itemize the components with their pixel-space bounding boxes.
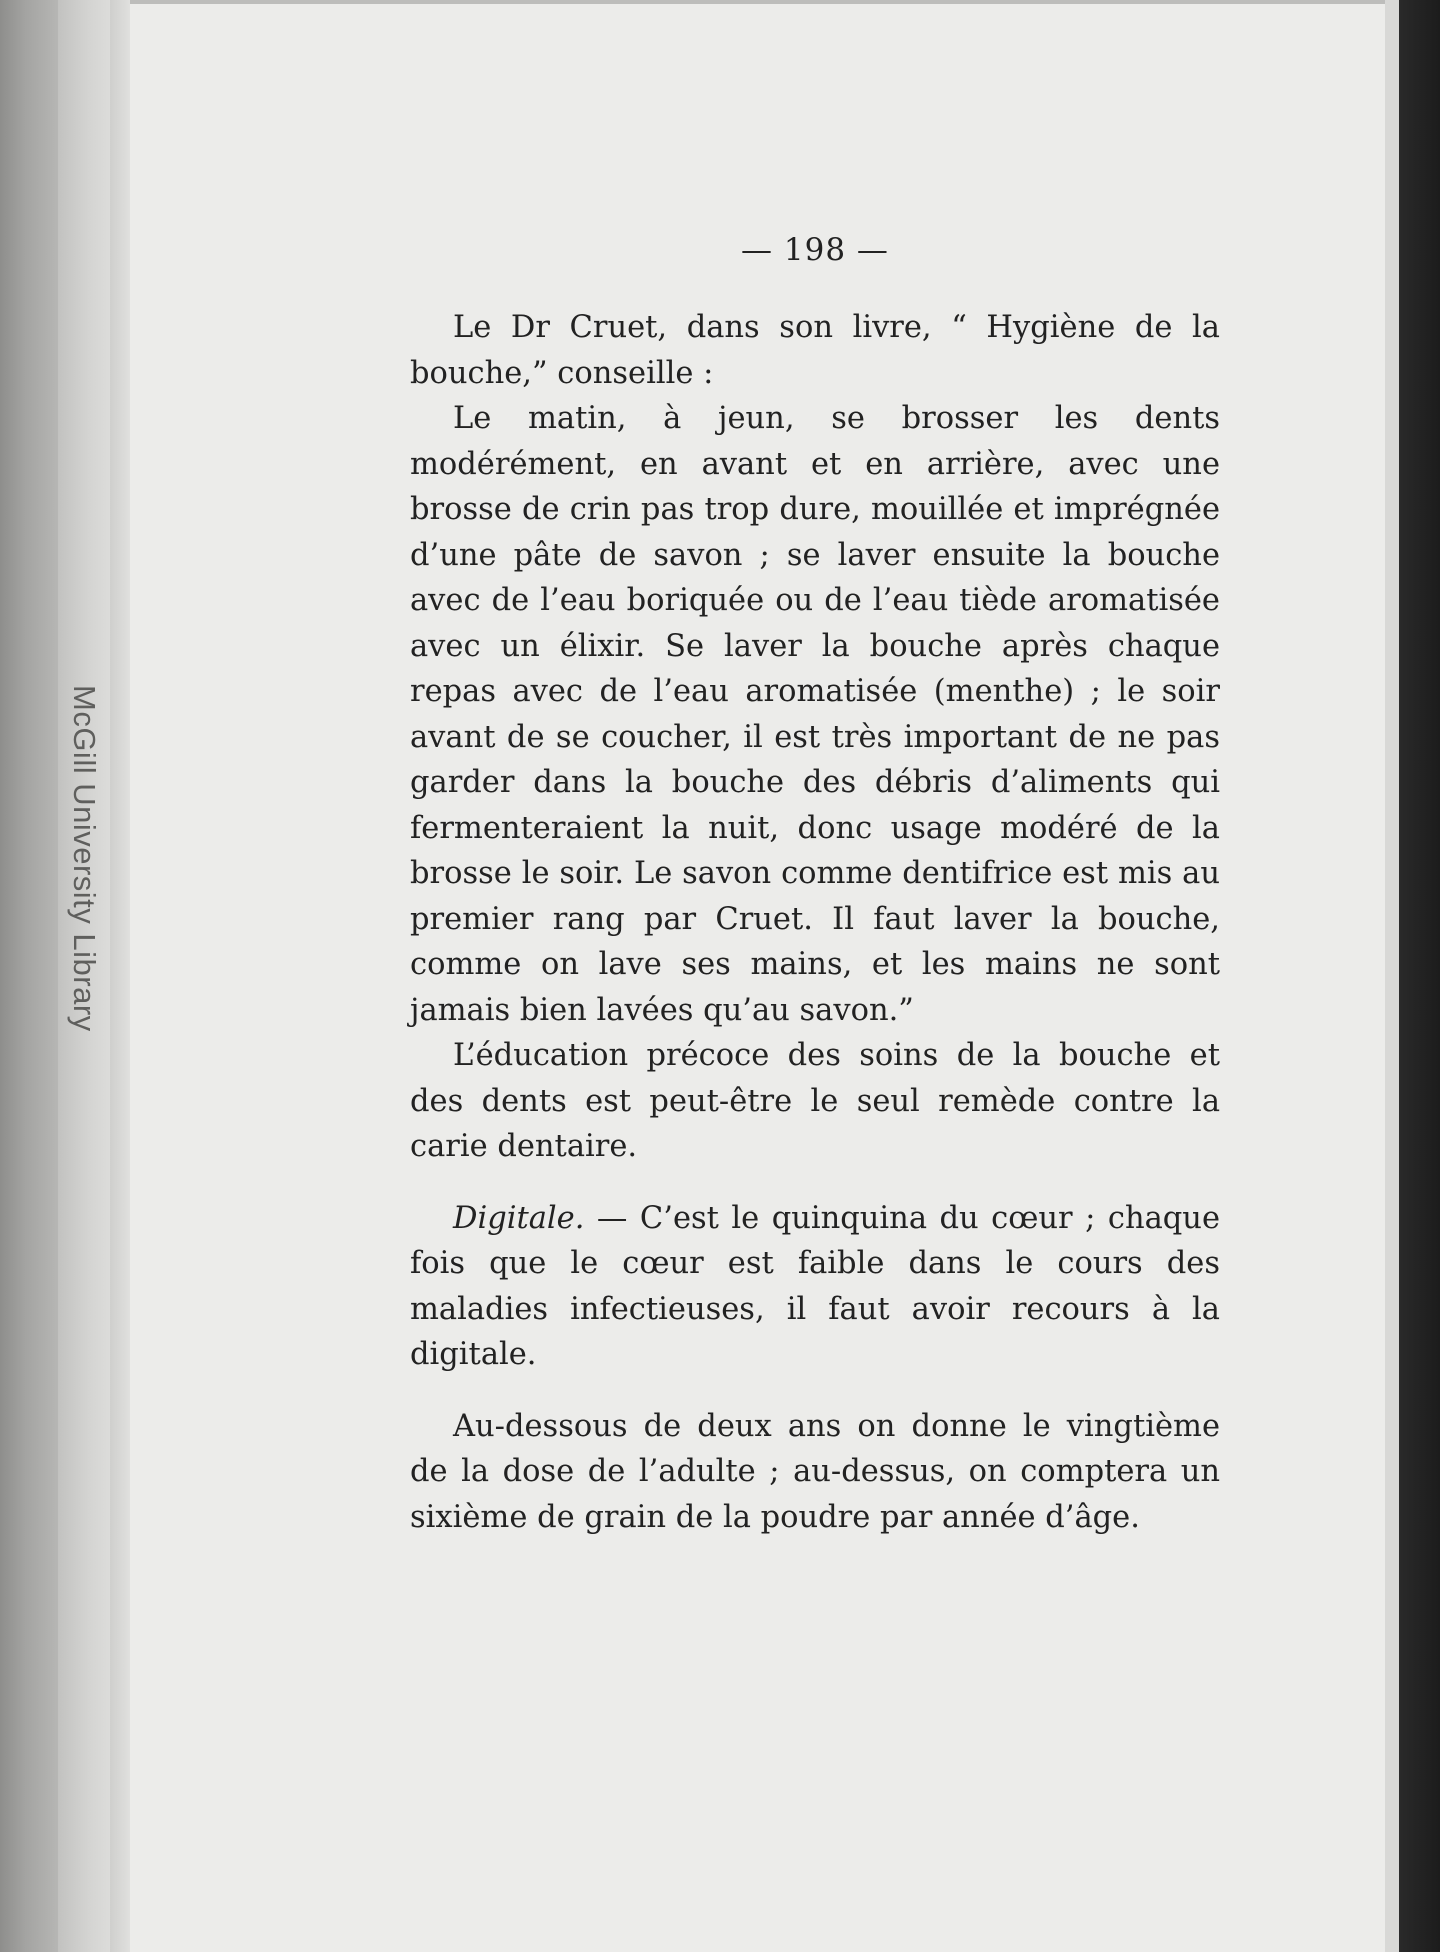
paragraph-2: Le matin, à jeun, se brosser les dents modérément, en avant et en arrière, avec une brosse de crin pas trop dure, mouillée et imprégnée d’une pâte de savon ; se laver ensuite la bouche avec de l’eau boriquée ou de l’eau tiède aromatisée avec un élixir. Se laver la bouche après chaque repas avec de l’eau aromatisée (menthe) ; le soir avant de se coucher, il est très important de ne pas garder dans la bouche des débris d’aliments qui fermenteraient la nuit, donc usage modéré de la brosse le soir. Le savon comme dentifrice est mis au premier rang par Cruet. Il faut laver la bouche, comme on lave ses mains, et les mains ne sont jamais bien lavées qu’au savon.” bbox=[410, 401, 1220, 1028]
scan-background-right bbox=[1399, 0, 1440, 1952]
paragraph-last: Au-dessous de deux ans on donne le vingtième de la dose de l’adulte ; au-dessus, on comptera un sixième de grain de la poudre par année d’âge. bbox=[410, 1408, 1220, 1535]
book-spine bbox=[0, 0, 58, 1952]
library-watermark: McGill University Library bbox=[67, 685, 102, 1032]
page-edge bbox=[110, 0, 130, 1952]
digitale-heading: Digitale. bbox=[453, 1200, 585, 1236]
page-top-edge bbox=[130, 0, 1385, 4]
page-content bbox=[410, 228, 1220, 1540]
paragraph-digitale bbox=[410, 1196, 1220, 1378]
page-right-edge bbox=[1385, 0, 1399, 1952]
paragraph-3: L’éducation précoce des soins de la bouche et des dents est peut-être le seul remède contre la carie dentaire. bbox=[410, 1038, 1220, 1164]
page-number: — 198 — bbox=[741, 232, 889, 268]
paragraph-1: Le Dr Cruet, dans son livre, “ Hygiène de la bouche,” conseille : bbox=[410, 310, 1220, 391]
digitale-text: — C’est le quinquina du cœur ; chaque fois que le cœur est faible dans le cours des maladies infectieuses, il faut avoir recours à la digitale. bbox=[410, 1200, 1220, 1372]
